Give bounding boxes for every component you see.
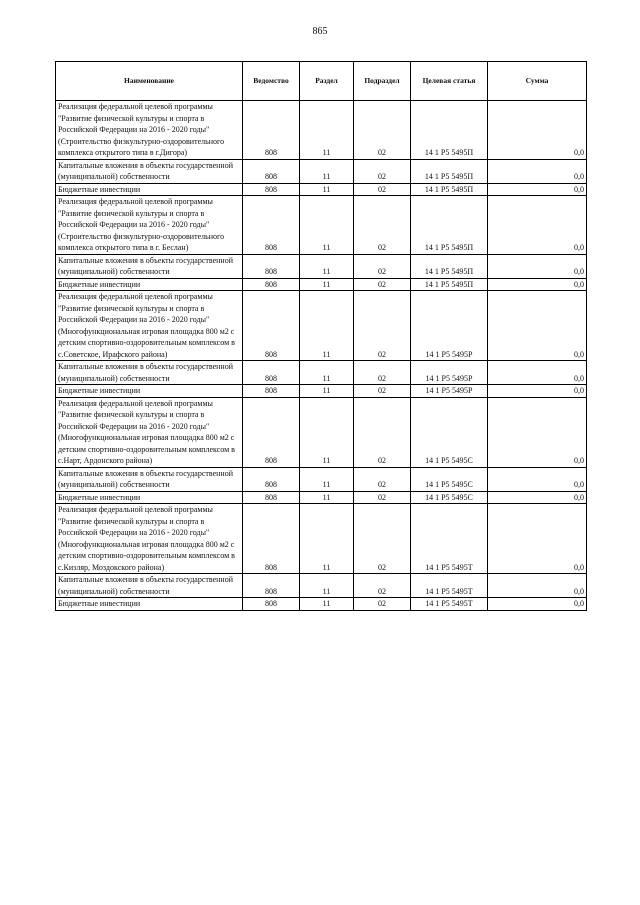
row-section: 11 (300, 291, 354, 361)
row-department: 808 (243, 361, 300, 385)
row-section: 11 (300, 196, 354, 255)
row-name: Реализация федеральной целевой программы "Развитие физической культуры и спорта в Российской Федерации на 2016 - 2020 годы"(Многофункциональная игровая площадка 800 м2 с детским спортивно-оздоровительным комплексом в с.Советское, Ирафского района) (56, 291, 243, 361)
row-department: 808 (243, 183, 300, 196)
table-row (56, 397, 587, 467)
header-subsection: Подраздел (354, 62, 411, 101)
row-name: Бюджетные инвестиции (56, 598, 243, 611)
table-row (56, 385, 587, 398)
table-row (56, 467, 587, 491)
row-name: Бюджетные инвестиции (56, 183, 243, 196)
row-subsection: 02 (354, 101, 411, 160)
row-sum: 0,0 (488, 491, 587, 504)
row-department: 808 (243, 397, 300, 467)
row-target-article: 14 1 P5 5495P (411, 361, 488, 385)
header-name: Наименование (56, 62, 243, 101)
row-name: Капитальные вложения в объекты государственной (муниципальной) собственности (56, 361, 243, 385)
row-department: 808 (243, 467, 300, 491)
row-target-article: 14 1 P5 5495П (411, 196, 488, 255)
table-row (56, 598, 587, 611)
row-section: 11 (300, 254, 354, 278)
row-target-article: 14 1 P5 5495П (411, 183, 488, 196)
row-section: 11 (300, 397, 354, 467)
row-section: 11 (300, 278, 354, 291)
row-subsection: 02 (354, 291, 411, 361)
row-target-article: 14 1 P5 5495П (411, 254, 488, 278)
table-row (56, 101, 587, 160)
row-section: 11 (300, 467, 354, 491)
row-subsection: 02 (354, 397, 411, 467)
row-subsection: 02 (354, 254, 411, 278)
budget-table (55, 61, 587, 611)
row-sum: 0,0 (488, 278, 587, 291)
row-department: 808 (243, 254, 300, 278)
row-name: Бюджетные инвестиции (56, 385, 243, 398)
row-target-article: 14 1 P5 5495П (411, 159, 488, 183)
row-target-article: 14 1 P5 5495П (411, 278, 488, 291)
table-header-row (56, 62, 587, 101)
row-department: 808 (243, 196, 300, 255)
row-target-article: 14 1 P5 5495Т (411, 574, 488, 598)
row-department: 808 (243, 574, 300, 598)
row-target-article: 14 1 P5 5495С (411, 397, 488, 467)
row-subsection: 02 (354, 467, 411, 491)
table-row (56, 278, 587, 291)
table-body (56, 101, 587, 611)
header-section: Раздел (300, 62, 354, 101)
table-row (56, 361, 587, 385)
row-department: 808 (243, 491, 300, 504)
row-subsection: 02 (354, 491, 411, 504)
row-target-article: 14 1 P5 5495P (411, 385, 488, 398)
row-department: 808 (243, 385, 300, 398)
row-section: 11 (300, 491, 354, 504)
header-target-article: Целевая статья (411, 62, 488, 101)
row-section: 11 (300, 574, 354, 598)
table-row (56, 183, 587, 196)
row-name: Реализация федеральной целевой программы "Развитие физической культуры и спорта в Российской Федерации на 2016 - 2020 годы"(Строительство физкультурно-оздоровительного комплекса открытого типа в г.Дигора) (56, 101, 243, 160)
row-target-article: 14 1 P5 5495Т (411, 598, 488, 611)
row-sum: 0,0 (488, 385, 587, 398)
row-subsection: 02 (354, 504, 411, 574)
row-section: 11 (300, 159, 354, 183)
row-target-article: 14 1 P5 5495С (411, 491, 488, 504)
table-row (56, 291, 587, 361)
row-subsection: 02 (354, 183, 411, 196)
row-sum: 0,0 (488, 291, 587, 361)
row-sum: 0,0 (488, 574, 587, 598)
row-section: 11 (300, 361, 354, 385)
row-name: Капитальные вложения в объекты государственной (муниципальной) собственности (56, 254, 243, 278)
row-sum: 0,0 (488, 397, 587, 467)
row-subsection: 02 (354, 196, 411, 255)
row-subsection: 02 (354, 598, 411, 611)
row-target-article: 14 1 P5 5495С (411, 467, 488, 491)
row-subsection: 02 (354, 574, 411, 598)
table-row (56, 574, 587, 598)
row-name: Капитальные вложения в объекты государственной (муниципальной) собственности (56, 574, 243, 598)
row-name: Бюджетные инвестиции (56, 491, 243, 504)
row-sum: 0,0 (488, 361, 587, 385)
row-name: Капитальные вложения в объекты государственной (муниципальной) собственности (56, 159, 243, 183)
row-sum: 0,0 (488, 467, 587, 491)
row-department: 808 (243, 159, 300, 183)
row-department: 808 (243, 598, 300, 611)
row-subsection: 02 (354, 159, 411, 183)
row-name: Реализация федеральной целевой программы "Развитие физической культуры и спорта в Российской Федерации на 2016 - 2020 годы"(Многофункциональная игровая площадка 800 м2 с детским спортивно-оздоровительным комплексом в с.Кизляр, Моздокского района) (56, 504, 243, 574)
table-row (56, 159, 587, 183)
row-section: 11 (300, 183, 354, 196)
table-row (56, 196, 587, 255)
header-sum: Сумма (488, 62, 587, 101)
row-department: 808 (243, 278, 300, 291)
row-section: 11 (300, 598, 354, 611)
row-sum: 0,0 (488, 196, 587, 255)
row-sum: 0,0 (488, 254, 587, 278)
row-department: 808 (243, 101, 300, 160)
row-name: Реализация федеральной целевой программы "Развитие физической культуры и спорта в Российской Федерации на 2016 - 2020 годы"(Многофункциональная игровая площадка 800 м2 с детским спортивно-оздоровительным комплексом в с.Нарт, Ардонского района) (56, 397, 243, 467)
row-target-article: 14 1 P5 5495P (411, 291, 488, 361)
page-number: 865 (312, 26, 328, 37)
row-name: Реализация федеральной целевой программы "Развитие физической культуры и спорта в Российской Федерации на 2016 - 2020 годы"(Строительство физкультурно-оздоровительного комплекса открытого типа в г. Беслан) (56, 196, 243, 255)
row-name: Бюджетные инвестиции (56, 278, 243, 291)
row-subsection: 02 (354, 278, 411, 291)
table-row (56, 491, 587, 504)
row-name: Капитальные вложения в объекты государственной (муниципальной) собственности (56, 467, 243, 491)
row-sum: 0,0 (488, 183, 587, 196)
row-target-article: 14 1 P5 5495П (411, 101, 488, 160)
row-subsection: 02 (354, 385, 411, 398)
row-sum: 0,0 (488, 504, 587, 574)
table-row (56, 254, 587, 278)
header-department: Ведомство (243, 62, 300, 101)
row-sum: 0,0 (488, 159, 587, 183)
row-subsection: 02 (354, 361, 411, 385)
row-department: 808 (243, 504, 300, 574)
row-sum: 0,0 (488, 598, 587, 611)
row-target-article: 14 1 P5 5495Т (411, 504, 488, 574)
row-section: 11 (300, 504, 354, 574)
row-section: 11 (300, 101, 354, 160)
row-section: 11 (300, 385, 354, 398)
row-sum: 0,0 (488, 101, 587, 160)
row-department: 808 (243, 291, 300, 361)
table-row (56, 504, 587, 574)
